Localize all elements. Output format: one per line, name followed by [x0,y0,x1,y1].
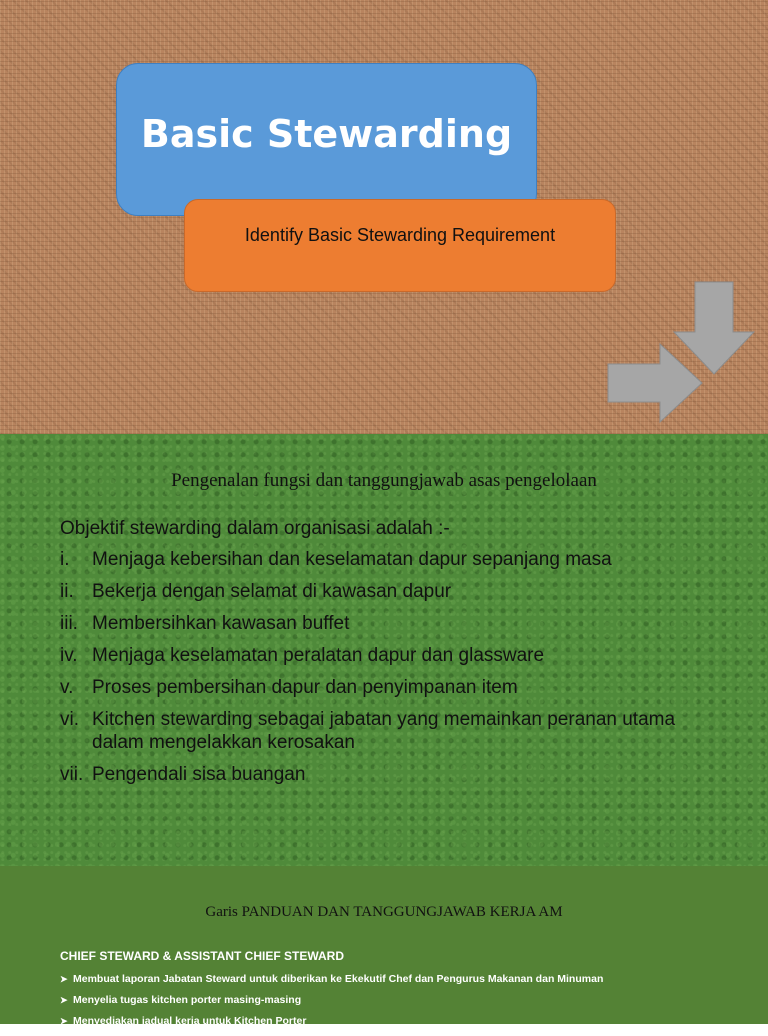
item-number: vii. [60,764,84,785]
slide-title [0,0,768,434]
list-item [60,676,710,699]
bullet-arrow-icon: ➤ [60,1016,68,1026]
list-item [60,763,710,786]
title-box [116,63,537,216]
list-item [60,708,710,754]
item-number: v. [60,677,74,698]
arrows-decoration [605,280,755,425]
item-number: iv. [60,645,78,666]
slide-guidelines [0,866,768,1027]
item-text: Menyelia tugas kitchen porter masing-masing [73,994,302,1006]
objectives-list [60,548,710,795]
item-text: Menyediakan jadual kerja untuk Kitchen Porter [73,1015,307,1027]
list-item [60,612,710,635]
slide-subtitle-text: Identify Basic Stewarding Requirement [244,225,556,245]
item-text: Menjaga keselamatan peralatan dapur dan glassware [92,645,545,666]
item-text: Membersihkan kawasan buffet [92,613,350,634]
guidelines-subheading: CHIEF STEWARD & ASSISTANT CHIEF STEWARD [60,949,345,963]
item-number: i. [60,549,70,570]
item-text: Pengendali sisa buangan [92,764,306,785]
bullet-arrow-icon: ➤ [60,995,68,1005]
item-text: Kitchen stewarding sebagai jabatan yang memainkan peranan utama dalam mengelakkan kerosakan [92,709,676,753]
item-number: vi. [60,709,79,730]
subtitle-box [184,199,616,292]
item-number: ii. [60,581,74,602]
item-text: Membuat laporan Jabatan Steward untuk diberikan ke Ekekutif Chef dan Pengurus Makanan dan Minuman [73,973,604,985]
list-item [60,973,603,986]
arrow-right-icon [608,344,702,422]
item-text: Proses pembersihan dapur dan penyimpanan item [92,677,518,698]
objectives-heading: Pengenalan fungsi dan tanggungjawab asas pengelolaan [171,470,597,491]
list-item [60,548,710,571]
list-item [60,580,710,603]
arrow-down-icon [674,282,754,374]
list-item [60,644,710,667]
list-item [60,994,603,1007]
item-number: iii. [60,613,78,634]
bullet-arrow-icon: ➤ [60,974,68,984]
item-text: Bekerja dengan selamat di kawasan dapur [92,581,452,602]
guidelines-list [60,973,603,1036]
slide-objectives [0,434,768,866]
item-text: Menjaga kebersihan dan keselamatan dapur sepanjang masa [92,549,612,570]
slide-title-text: Basic Stewarding [140,111,513,156]
list-item [60,1015,603,1028]
guidelines-heading: Garis PANDUAN DAN TANGGUNGJAWAB KERJA AM [205,904,563,920]
objectives-intro: Objektif stewarding dalam organisasi adalah :- [60,518,450,539]
